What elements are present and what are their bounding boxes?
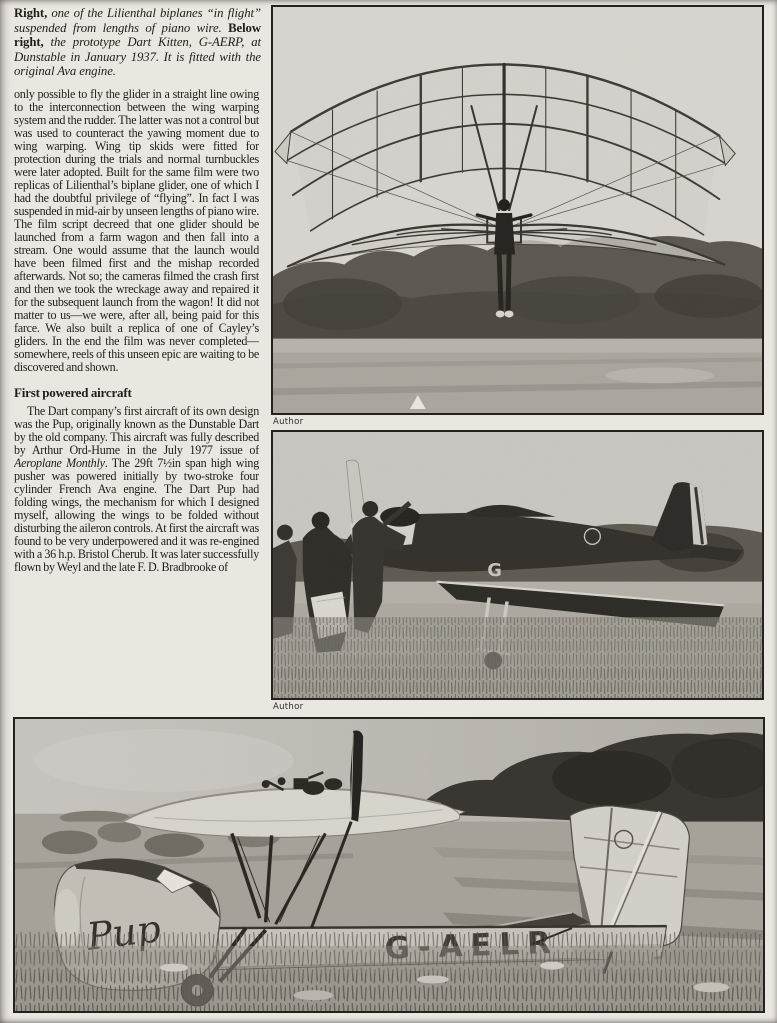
partial-registration-letter: G — [487, 559, 502, 581]
para2-magazine-title: Aeroplane Monthly — [14, 456, 105, 470]
photo-lilienthal-glider — [271, 5, 764, 415]
caption-text-2: the prototype Dart Kitten, G-AERP, at Dunstable in January 1937. It is fitted with the original Ava engine. — [14, 35, 261, 79]
caption-lead-right: Right, — [14, 6, 48, 20]
caption-lead-below-right: Below right, — [14, 20, 261, 50]
photo-dart-kitten — [271, 430, 764, 700]
caption-text-1: one of the Lilienthal biplanes “in flight” suspended from lengths of piano wire. — [14, 6, 261, 35]
photo-dart-pup — [13, 717, 765, 1013]
article-column — [14, 88, 259, 716]
section-heading: First powered aircraft — [14, 385, 132, 400]
top-caption — [14, 6, 261, 79]
article-paragraph-2 — [14, 405, 259, 574]
article-paragraph-1: only possible to fly the glider in a straight line owing to the interconnection between the wing warping system and the rudder. The latter was not a control but was used to counteract the yawing moment due to wing warping. Wing tip skids were fitted for protection during the trials and normal turnbuckles were later adopted. Built for the same film were two replicas of Lilienthal’s biplane glider, one of which I had the doubtful privilege of “flying”. In fact I was suspended in mid-air by unseen lengths of piano wire. The film script decreed that one glider should be launched from a farm wagon and then fall into a stream. One would assume that the launch would have been filmed first and the mishap recorded afterwards. Not so; the cameras filmed the crash first and then we took the wreckage away and repaired it for the subsequent launch from the wagon! It did not matter to us—we were, after all, being paid for this farce. We also built a replica of one of Cayley’s gliders. In the end the film was never completed—somewhere, reels of this unseen epic are waiting to be discovered and shown. — [14, 88, 259, 374]
photo-credit-kitten: Author — [273, 702, 304, 712]
para2-text-a: The Dart company’s first aircraft of its own design was the Pup, originally known as the Dunstable Dart by the old company. This aircraft was fully described by Arthur Ord-Hume in the July 1977 issue of — [14, 404, 259, 457]
photo-credit-glider: Author — [273, 417, 304, 427]
para2-text-b: . The 29ft 7½in span high wing pusher was powered initially by two-stroke four cylinder French Ava engine. The Dart Pup had folding wings, the mechanism for which I designed myself, allowing the wings to be folded without disturbing the aileron controls. At first the aircraft was found to be very underpowered and it was re-engined with a 36 h.p. Bristol Cherub. It was later successfully flown by Weyl and the late F. D. Bradbrooke of — [14, 456, 259, 574]
